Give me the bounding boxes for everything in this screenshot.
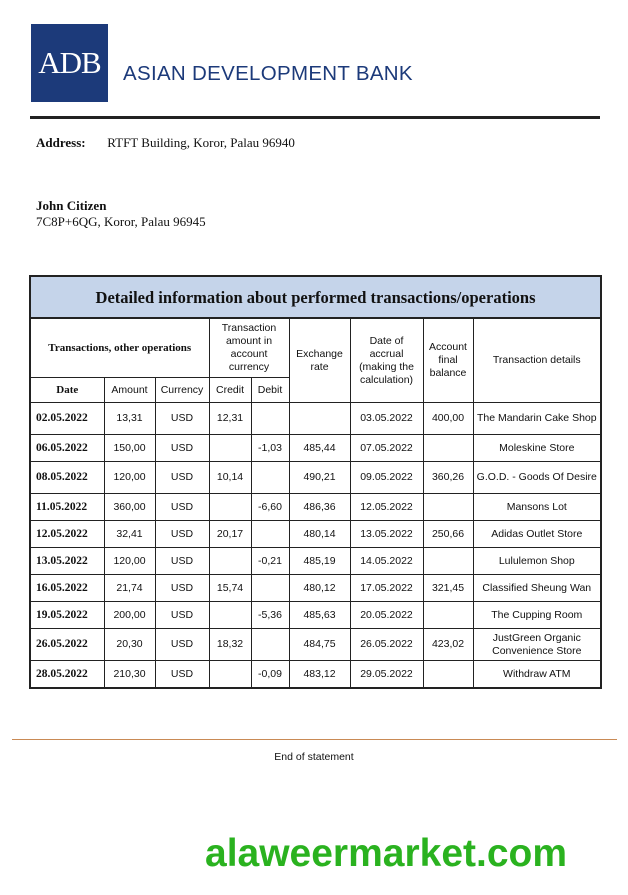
details-cell: Withdraw ATM [473,661,601,689]
accrual-date-cell: 13.05.2022 [350,521,423,548]
client-block [36,198,206,230]
balance-cell [423,661,473,689]
footer-divider [12,739,617,740]
credit-cell [209,602,251,629]
details-cell: The Mandarin Cake Shop [473,403,601,435]
table-row [30,435,601,462]
table-row [30,661,601,689]
transaction-details-header: Transaction details [473,318,601,403]
table-row [30,629,601,661]
transactions-body [30,403,601,689]
debit-cell: -0,21 [251,548,289,575]
date-cell: 12.05.2022 [30,521,104,548]
amount-header: Amount [104,378,155,403]
debit-cell: -0,09 [251,661,289,689]
balance-cell: 321,45 [423,575,473,602]
currency-cell: USD [155,629,209,661]
exchange-rate-cell: 480,14 [289,521,350,548]
table-title: Detailed information about performed transactions/operations [30,276,601,318]
details-cell: JustGreen Organic Convenience Store [473,629,601,661]
client-name: John Citizen [36,198,107,213]
credit-cell: 20,17 [209,521,251,548]
exchange-rate-cell: 484,75 [289,629,350,661]
debit-cell [251,521,289,548]
group-header: Transactions, other operations [30,318,209,378]
balance-cell: 400,00 [423,403,473,435]
exchange-rate-cell: 486,36 [289,494,350,521]
exchange-rate-header: Exchange rate [289,318,350,403]
credit-cell: 12,31 [209,403,251,435]
details-cell: Lululemon Shop [473,548,601,575]
balance-cell [423,602,473,629]
table-row [30,602,601,629]
address-value: RTFT Building, Koror, Palau 96940 [107,135,295,150]
table-row [30,548,601,575]
debit-cell [251,462,289,494]
date-cell: 28.05.2022 [30,661,104,689]
currency-cell: USD [155,521,209,548]
currency-cell: USD [155,403,209,435]
balance-cell [423,435,473,462]
credit-cell [209,494,251,521]
accrual-date-cell: 29.05.2022 [350,661,423,689]
details-cell: Adidas Outlet Store [473,521,601,548]
adb-logo: ADB [31,24,108,102]
balance-cell [423,494,473,521]
details-cell: Classified Sheung Wan [473,575,601,602]
header-divider [30,116,600,119]
table-row [30,403,601,435]
credit-cell [209,661,251,689]
amount-cell: 13,31 [104,403,155,435]
credit-cell [209,548,251,575]
exchange-rate-cell [289,403,350,435]
bank-address [36,135,295,151]
exchange-rate-cell: 485,44 [289,435,350,462]
date-of-accrual-header: Date of accrual (making the calculation) [350,318,423,403]
balance-cell: 423,02 [423,629,473,661]
exchange-rate-cell: 485,63 [289,602,350,629]
exchange-rate-cell: 483,12 [289,661,350,689]
accrual-date-cell: 07.05.2022 [350,435,423,462]
debit-cell [251,575,289,602]
accrual-date-cell: 26.05.2022 [350,629,423,661]
currency-cell: USD [155,575,209,602]
transactions-table [29,275,602,689]
date-cell: 16.05.2022 [30,575,104,602]
balance-cell: 250,66 [423,521,473,548]
date-cell: 26.05.2022 [30,629,104,661]
debit-cell: -1,03 [251,435,289,462]
currency-cell: USD [155,602,209,629]
details-cell: Mansons Lot [473,494,601,521]
amount-cell: 200,00 [104,602,155,629]
credit-cell [209,435,251,462]
currency-header: Currency [155,378,209,403]
account-final-balance-header: Account final balance [423,318,473,403]
debit-cell: -5,36 [251,602,289,629]
bank-name: ASIAN DEVELOPMENT BANK [123,62,413,85]
amount-cell: 21,74 [104,575,155,602]
accrual-date-cell: 20.05.2022 [350,602,423,629]
debit-cell: -6,60 [251,494,289,521]
debit-header: Debit [251,378,289,403]
currency-cell: USD [155,661,209,689]
currency-cell: USD [155,462,209,494]
amount-cell: 120,00 [104,462,155,494]
watermark: alaweermarket.com [205,832,568,875]
details-cell: G.O.D. - Goods Of Desire [473,462,601,494]
amount-cell: 20,30 [104,629,155,661]
date-cell: 08.05.2022 [30,462,104,494]
amount-cell: 210,30 [104,661,155,689]
date-header: Date [30,378,104,403]
currency-cell: USD [155,435,209,462]
accrual-date-cell: 14.05.2022 [350,548,423,575]
accrual-date-cell: 09.05.2022 [350,462,423,494]
amount-in-account-currency-header: Transaction amount in account currency [209,318,289,378]
date-cell: 02.05.2022 [30,403,104,435]
table-row [30,462,601,494]
credit-cell: 10,14 [209,462,251,494]
exchange-rate-cell: 480,12 [289,575,350,602]
details-cell: Moleskine Store [473,435,601,462]
debit-cell [251,403,289,435]
date-cell: 06.05.2022 [30,435,104,462]
balance-cell [423,548,473,575]
exchange-rate-cell: 490,21 [289,462,350,494]
currency-cell: USD [155,494,209,521]
credit-header: Credit [209,378,251,403]
credit-cell: 15,74 [209,575,251,602]
date-cell: 13.05.2022 [30,548,104,575]
accrual-date-cell: 12.05.2022 [350,494,423,521]
client-address: 7C8P+6QG, Koror, Palau 96945 [36,214,206,229]
amount-cell: 32,41 [104,521,155,548]
details-cell: The Cupping Room [473,602,601,629]
accrual-date-cell: 03.05.2022 [350,403,423,435]
address-label: Address: [36,135,86,150]
balance-cell: 360,26 [423,462,473,494]
table-row [30,521,601,548]
end-of-statement: End of statement [274,751,354,763]
debit-cell [251,629,289,661]
currency-cell: USD [155,548,209,575]
date-cell: 11.05.2022 [30,494,104,521]
table-row [30,494,601,521]
exchange-rate-cell: 485,19 [289,548,350,575]
credit-cell: 18,32 [209,629,251,661]
amount-cell: 150,00 [104,435,155,462]
table-row [30,575,601,602]
amount-cell: 120,00 [104,548,155,575]
date-cell: 19.05.2022 [30,602,104,629]
amount-cell: 360,00 [104,494,155,521]
accrual-date-cell: 17.05.2022 [350,575,423,602]
